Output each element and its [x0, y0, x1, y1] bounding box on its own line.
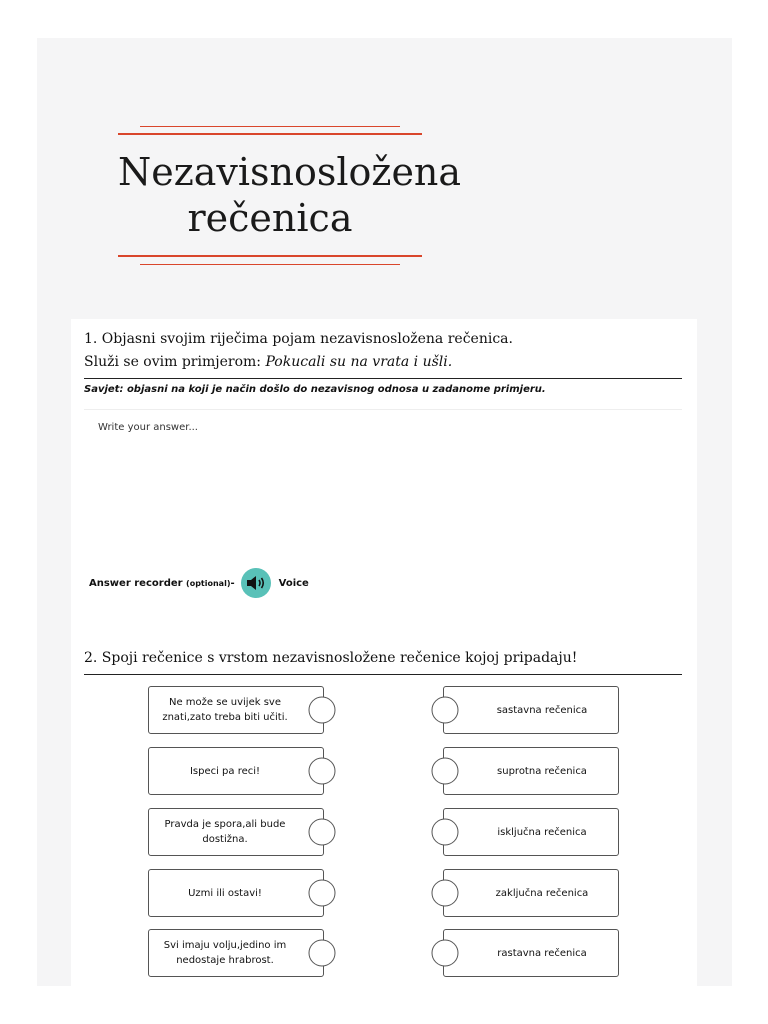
sentence-type-card[interactable] [443, 686, 619, 734]
question-1-hint: Savjet: objasni na koji je način došlo do nezavisnog odnosa u zadanome primjeru. [84, 384, 546, 395]
title-rule-top [118, 133, 422, 135]
recorder-optional: (optional) [186, 578, 231, 588]
speaker-icon [245, 574, 267, 592]
title-rule-bottom [118, 255, 422, 257]
sentence-type-card[interactable] [443, 929, 619, 977]
sentence-card[interactable] [148, 808, 324, 856]
sentence-text: Pravda je spora,ali bude dostižna. [164, 819, 286, 845]
connector-knob-icon[interactable] [307, 938, 337, 968]
recorder-dash: - [230, 577, 235, 589]
voice-label: Voice [278, 577, 309, 589]
sentence-text: Uzmi ili ostavi! [188, 887, 262, 899]
sentence-type-text: suprotna rečenica [497, 765, 587, 777]
sentence-type-text: rastavna rečenica [497, 947, 587, 959]
connector-knob-icon[interactable] [430, 695, 460, 725]
question-2-divider [84, 674, 682, 675]
question-1-line-1: 1. Objasni svojim riječima pojam nezavisnosložena rečenica. [84, 331, 513, 347]
question-1-prefix: Služi se ovim primjerom: [84, 354, 266, 370]
connector-knob-icon[interactable] [430, 756, 460, 786]
sentence-card[interactable] [148, 747, 324, 795]
sentence-card[interactable] [148, 869, 324, 917]
question-1-divider [84, 378, 682, 379]
connector-knob-icon[interactable] [430, 817, 460, 847]
answer-textarea[interactable] [84, 409, 682, 560]
title-rule-bottom-thin [140, 264, 400, 265]
sentence-type-text: isključna rečenica [497, 826, 587, 838]
voice-record-button[interactable] [241, 568, 271, 598]
sentence-text: Svi imaju volju,jedino im nedostaje hrabrost. [163, 940, 287, 966]
sentence-type-card[interactable] [443, 869, 619, 917]
sentence-card[interactable] [148, 686, 324, 734]
sentence-text: Ne može se uvijek sve znati,zato treba biti učiti. [162, 697, 288, 723]
question-2-title: 2. Spoji rečenice s vrstom nezavisnosložene rečenice kojoj pripadaju! [84, 650, 578, 666]
sentence-type-text: zaključna rečenica [495, 887, 589, 899]
recorder-label: Answer recorder [89, 577, 183, 589]
sentence-text: Ispeci pa reci! [189, 765, 261, 777]
answer-recorder [89, 566, 309, 600]
connector-knob-icon[interactable] [307, 756, 337, 786]
connector-knob-icon[interactable] [307, 878, 337, 908]
page-title: Nezavisnosložena rečenica [118, 150, 462, 240]
connector-knob-icon[interactable] [430, 878, 460, 908]
title-rule-top-thin [140, 126, 400, 127]
question-1-line-2 [84, 354, 452, 370]
answer-placeholder: Write your answer... [98, 422, 198, 433]
question-1-example: Pokucali su na vrata i ušli. [265, 354, 453, 370]
connector-knob-icon[interactable] [307, 695, 337, 725]
connector-knob-icon[interactable] [430, 938, 460, 968]
sentence-card[interactable] [148, 929, 324, 977]
title-block [118, 126, 462, 268]
sentence-type-card[interactable] [443, 808, 619, 856]
sentence-type-text: sastavna rečenica [496, 704, 588, 716]
connector-knob-icon[interactable] [307, 817, 337, 847]
sentence-type-card[interactable] [443, 747, 619, 795]
